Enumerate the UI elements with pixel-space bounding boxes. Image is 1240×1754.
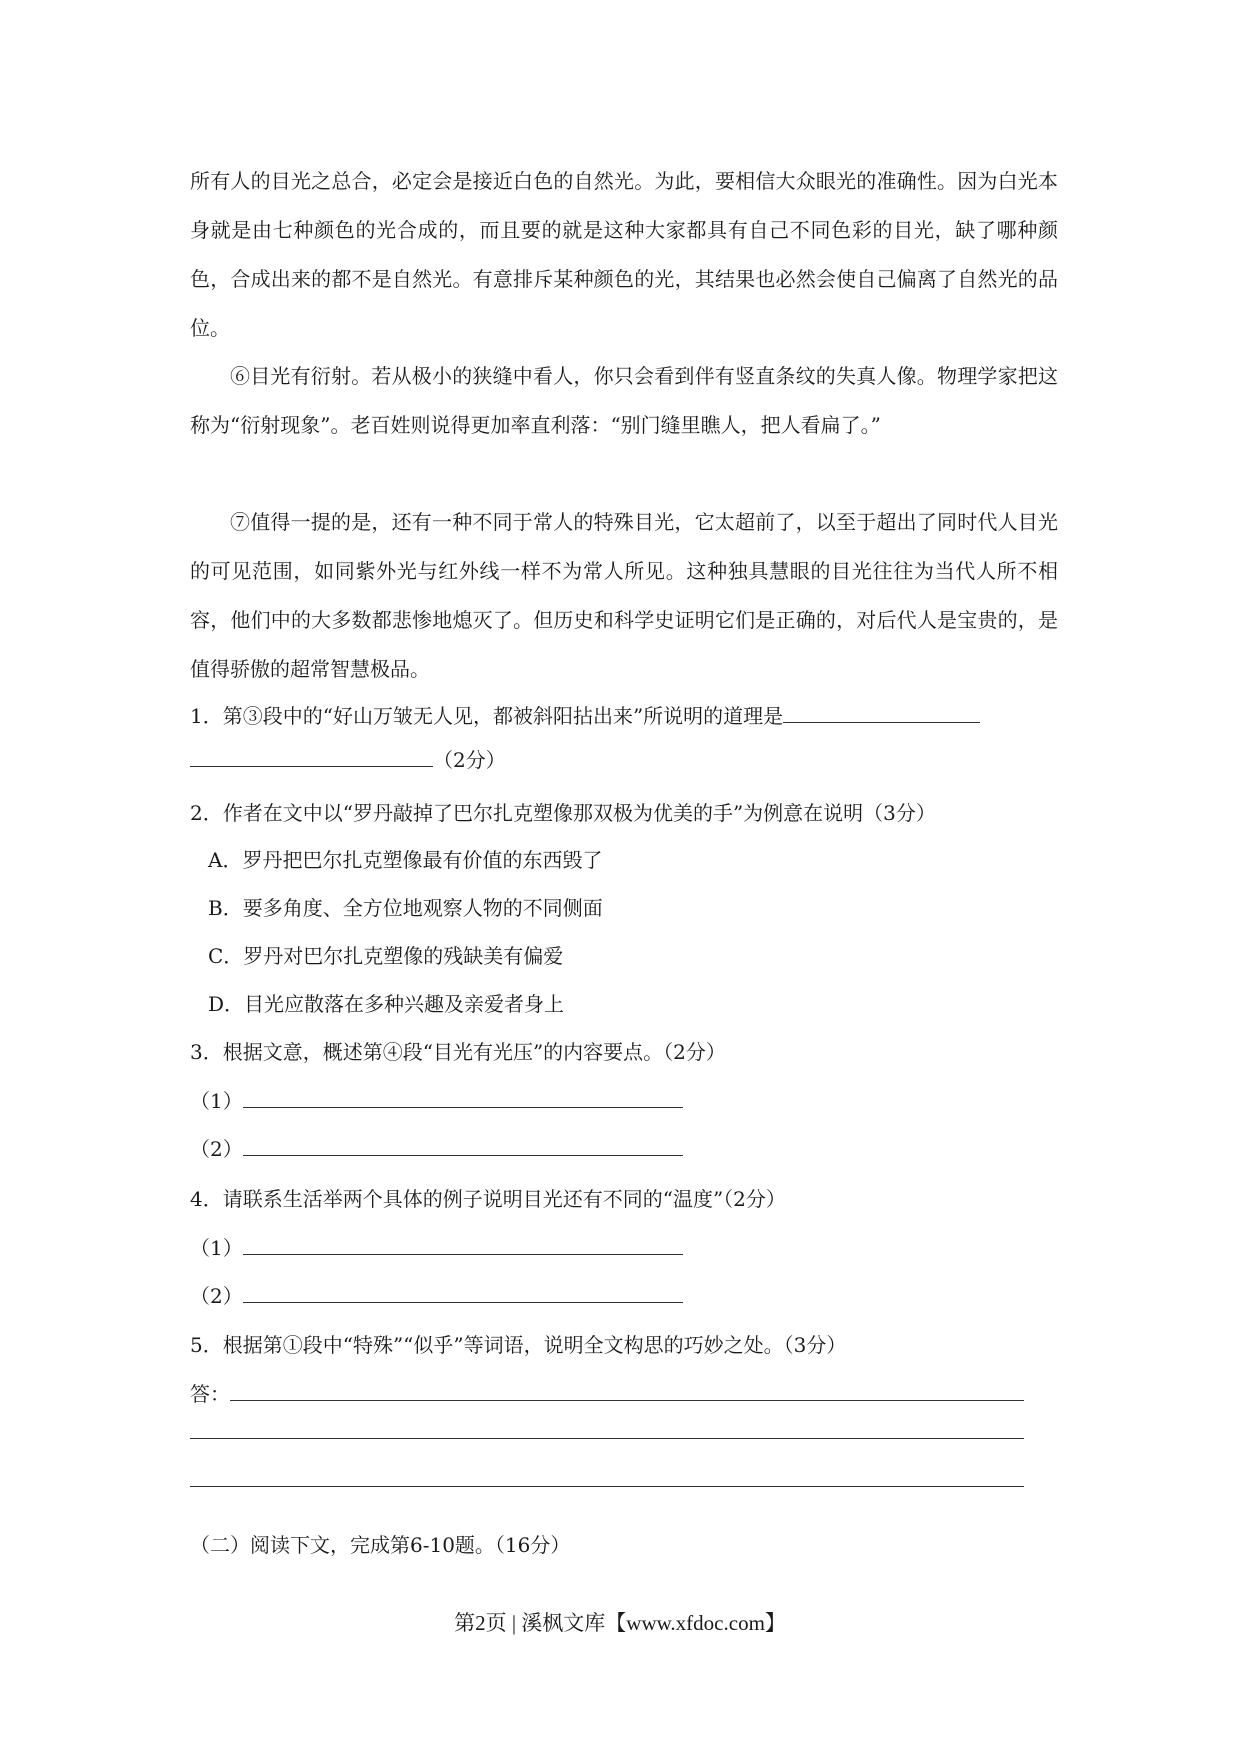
option-a: A．罗丹把巴尔扎克塑像最有价值的东西毁了 [208,848,603,872]
question-3-answer-2 [190,1133,683,1164]
passage-paragraph-6: ⑥目光有衍射。若从极小的狭缝中看人，你只会看到伴有竖直条纹的失真人像。物理学家把这称为“衍射现象”。老百姓则说得更加率直利落：“别门缝里瞧人，把人看扁了。” [190,364,1058,437]
question-4-answer-2 [190,1280,683,1311]
answer-blank[interactable] [243,1280,683,1303]
answer-blank[interactable] [243,1133,683,1156]
question-4-answer-1 [190,1232,683,1263]
answer-line[interactable] [190,1486,1024,1487]
answer-blank[interactable] [230,1378,1024,1401]
answer-blank[interactable] [243,1232,683,1255]
question-1-continued [190,744,506,775]
page-footer: 第2页 | 溪枫文库【www.xfdoc.com】 [454,1611,786,1635]
answer-line[interactable] [190,1438,1024,1439]
question-1-text: 1．第③段中的“好山万皱无人见，都被斜阳拈出来”所说明的道理是 [190,704,784,728]
answer-label: （2） [190,1137,243,1161]
answer-label: （2） [190,1284,243,1308]
question-5-answer [190,1378,1024,1409]
question-4: 4．请联系生活举两个具体的例子说明目光还有不同的“温度”（2分） [190,1187,786,1211]
passage-paragraph-7: ⑦值得一提的是，还有一种不同于常人的特殊目光，它太超前了，以至于超出了同时代人目光的可见范围，如同紫外光与红外线一样不为常人所见。这种独具慧眼的目光往往为当代人所不相容，他们中的大多数都悲惨地熄灭了。但历史和科学史证明它们是正确的，对后代人是宝贵的，是值得骄傲的超常智慧极品。 [190,510,1058,681]
answer-blank[interactable] [190,744,433,767]
passage-paragraph-continued: 所有人的目光之总合，必定会是接近白色的自然光。为此，要相信大众眼光的准确性。因为白光本身就是由七种颜色的光合成的，而且要的就是这种大家都具有自己不同色彩的目光，缺了哪种颜色，合成出来的都不是自然光。有意排斥某种颜色的光，其结果也必然会使自己偏离了自然光的品位。 [190,169,1058,340]
answer-label: （1） [190,1089,243,1113]
answer-blank[interactable] [243,1085,683,1108]
question-1-score: （2分） [433,748,506,772]
option-d: D．目光应散落在多种兴趣及亲爱者身上 [208,992,565,1016]
answer-blank[interactable] [783,700,980,723]
question-3: 3．根据文意，概述第④段“目光有光压”的内容要点。（2分） [190,1040,726,1064]
question-3-answer-1 [190,1085,683,1116]
answer-label: （1） [190,1236,243,1260]
question-2: 2．作者在文中以“罗丹敲掉了巴尔扎克塑像那双极为优美的手”为例意在说明（3分） [190,801,936,825]
question-5: 5．根据第①段中“特殊”“似乎”等词语，说明全文构思的巧妙之处。（3分） [190,1333,847,1357]
option-b: B．要多角度、全方位地观察人物的不同侧面 [208,896,603,920]
section-2-heading: （二）阅读下文，完成第6-10题。（16分） [190,1533,571,1557]
option-c: C．罗丹对巴尔扎克塑像的残缺美有偏爱 [208,944,564,968]
answer-label: 答： [190,1382,230,1406]
question-1 [190,700,980,731]
